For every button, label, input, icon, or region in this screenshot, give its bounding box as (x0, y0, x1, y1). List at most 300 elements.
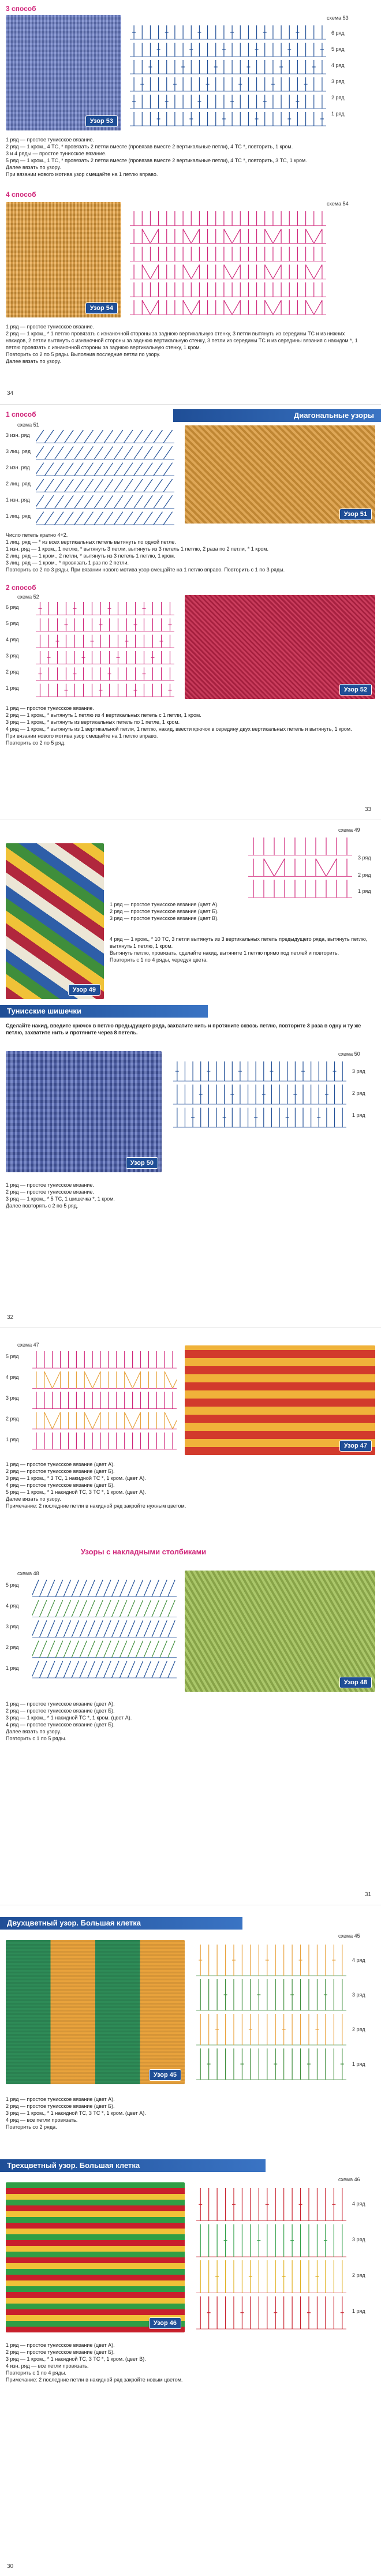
stitch-symbol (36, 446, 44, 459)
stitch-symbol (124, 495, 133, 508)
stitch-symbol (265, 229, 273, 244)
stitch-symbol (65, 463, 73, 476)
stitch-symbol (104, 1600, 111, 1617)
stitch-chart-svg (196, 2186, 346, 2330)
row-label: 5 ряд (6, 1354, 19, 1359)
stitch-symbol (232, 300, 240, 315)
swatch-label: Узор 53 (85, 115, 118, 127)
stitch-symbol (134, 479, 143, 492)
row-label: 3 ряд (358, 855, 371, 861)
stitch-symbol (124, 512, 133, 525)
row-label: 5 ряд (6, 1582, 19, 1588)
row-label: 1 лиц. ряд (6, 513, 31, 519)
row-label: 3 ряд (331, 78, 345, 84)
stitch-symbol (94, 479, 103, 492)
stitch-symbol (104, 446, 113, 459)
stitch-symbol (84, 512, 93, 525)
stitch-symbol (112, 1661, 119, 1678)
stitch-symbol (74, 430, 83, 443)
instructions: 1 ряд — простое тунисское вязание. 2 ряд — простое тунисское вязание. 3 ряд — 1 кром., * 5 ТС, 1 шишечка *, 1 кром. Далее повторять с 2 по 5 ряд. (6, 1182, 115, 1209)
stitch-chart (248, 835, 352, 899)
row-label: 2 лиц. ряд (6, 481, 31, 487)
stitch-symbol (74, 479, 83, 492)
stitch-symbol (65, 430, 73, 443)
stitch-symbol (84, 1412, 92, 1429)
stitch-symbol (163, 430, 172, 443)
stitch-symbol (55, 1661, 63, 1678)
stitch-symbol (44, 1412, 53, 1429)
stitch-symbol (65, 495, 73, 508)
stitch-symbol (40, 1620, 47, 1637)
swatch-label: Узор 49 (68, 984, 100, 996)
stitch-symbol (144, 1620, 151, 1637)
stitch-symbol (65, 446, 73, 459)
stitch-symbol (163, 512, 172, 525)
stitch-chart-svg (36, 428, 174, 526)
page-number: 33 (365, 806, 372, 813)
row-label: 2 ряд (6, 669, 19, 675)
stitch-symbol (40, 1641, 47, 1658)
stitch-symbol (44, 512, 53, 525)
page-number: 34 (7, 390, 14, 397)
stitch-symbol (114, 479, 122, 492)
stitch-symbol (152, 1580, 159, 1597)
stitch-chart-svg (36, 600, 174, 698)
row-label: 4 ряд (352, 2201, 365, 2207)
stitch-symbol (191, 300, 199, 315)
stitch-symbol (96, 1661, 103, 1678)
stitch-symbol (119, 1620, 127, 1637)
stitch-symbol (64, 1620, 70, 1637)
row-label: 1 ряд (6, 685, 19, 691)
stitch-symbol (112, 1620, 119, 1637)
stitch-symbol (125, 1412, 133, 1429)
stitch-symbol (80, 1661, 87, 1678)
row-label: 5 ряд (331, 46, 345, 52)
row-label: 1 ряд (6, 1437, 19, 1442)
stitch-symbol (144, 430, 152, 443)
stitch-symbol (104, 1580, 111, 1597)
stitch-symbol (44, 495, 53, 508)
stitch-symbol (152, 1661, 159, 1678)
stitch-symbol (224, 300, 232, 315)
stitch-symbol (104, 1641, 111, 1658)
stitch-symbol (273, 229, 281, 244)
stitch-symbol (80, 1580, 87, 1597)
stitch-symbol (96, 1600, 103, 1617)
stitch-symbol (224, 229, 232, 244)
stitch-symbol (168, 1580, 175, 1597)
stitch-symbol (47, 1641, 55, 1658)
swatch-photo (6, 15, 121, 130)
stitch-chart (32, 1577, 177, 1679)
scheme-caption: схема 46 (338, 2177, 360, 2182)
stitch-symbol (74, 446, 83, 459)
swatch-photo (185, 595, 375, 699)
stitch-symbol (165, 1371, 173, 1388)
row-label: 3 ряд (352, 2237, 365, 2242)
stitch-symbol (152, 1641, 159, 1658)
stitch-symbol (128, 1641, 135, 1658)
swatch-photo (6, 843, 104, 999)
stitch-symbol (191, 265, 199, 279)
stitch-symbol (72, 1620, 79, 1637)
method-title: 1 способ (6, 410, 36, 418)
stitch-symbol (88, 1620, 95, 1637)
stitch-symbol (84, 463, 93, 476)
row-label: 3 ряд (352, 1992, 365, 1998)
stitch-symbol (64, 1580, 70, 1597)
stitch-symbol (96, 1641, 103, 1658)
stitch-symbol (88, 1661, 95, 1678)
stitch-symbol (264, 859, 274, 877)
stitch-symbol (160, 1600, 167, 1617)
stitch-symbol (64, 1641, 70, 1658)
page-34 (0, 0, 381, 404)
row-label: 2 ряд (6, 1416, 19, 1422)
stitch-symbol (55, 512, 64, 525)
stitch-symbol (47, 1661, 55, 1678)
row-label: 1 изн. ряд (6, 497, 30, 503)
stitch-symbol (64, 1661, 70, 1678)
stitch-symbol (55, 495, 64, 508)
stitch-symbol (80, 1600, 87, 1617)
row-label: 3 ряд (352, 1068, 365, 1074)
stitch-symbol (152, 1600, 159, 1617)
stitch-chart (36, 600, 174, 698)
stitch-symbol (265, 265, 273, 279)
swatch-label: Узор 45 (149, 2069, 181, 2081)
page-30 (0, 1905, 381, 2576)
instructions: 4 ряд — 1 кром., * 10 ТС, 3 петли вытянуть из 3 вертикальных петель предыдущего ряда, вытянуть петлю, вытянуть 1 петлю, 1 кром. Вытянуть петлю, провязать, сделайте накид, вытяните 1 петлю прямо под петлей и повторить. Повторить с 1 по 4 ряды, чередуя цвета. (110, 936, 368, 963)
stitch-symbol (55, 1620, 63, 1637)
swatch-label: Узор 48 (339, 1677, 372, 1688)
row-label: 4 ряд (352, 1957, 365, 1963)
stitch-symbol (165, 1412, 173, 1429)
section-heading: Тунисские шишечки (0, 1005, 208, 1018)
stitch-symbol (114, 495, 122, 508)
page-number: 30 (7, 2563, 14, 2570)
stitch-symbol (32, 1641, 39, 1658)
stitch-symbol (136, 1620, 143, 1637)
stitch-chart-svg (32, 1577, 177, 1679)
scheme-caption: схема 51 (17, 422, 39, 428)
scheme-caption: схема 50 (338, 1051, 360, 1057)
stitch-symbol (154, 446, 162, 459)
stitch-symbol (84, 1371, 92, 1388)
stitch-symbol (74, 495, 83, 508)
row-label: 1 ряд (352, 2061, 365, 2067)
instructions: 1 ряд — простое тунисское вязание. 2 ряд — 1 кром., * 1 петлю провязать с изнаночной стороны за заднюю вертикальную стенку, 3 петли вытянуть из середины ТС и из нижних накидов, 2 петли вытянуть с изнаночной стороны за заднюю вертикальную стенку, 3 петли из середины ТС и из середины вязания с накидом *, 1 петлю провязать с изнаночной стороны за заднюю вертикальную стенку, 1 кром. Повторить со 2 по 5 ряды. Выполнив последние петли по узору. Далее вязать по узору. (6, 324, 358, 364)
stitch-symbol (144, 495, 152, 508)
stitch-symbol (55, 1600, 63, 1617)
instructions: 1 ряд — простое тунисское вязание (цвет А). 2 ряд — простое тунисское вязание (цвет Б). 3 ряд — 1 кром., * 3 ТС, 1 накидной ТС *, 1 кром. (цвет А). 4 ряд — простое тунисское вязание (цвет Б). 5 ряд — 1 кром., * 1 накидной ТС, 3 ТС *, 1 кром. (цвет А). Далее вязать по узору. Примечание: 2 последние петли в накидной ряд закройте нужным цветом. (6, 1461, 186, 1509)
stitch-symbol (314, 265, 322, 279)
page-number: 31 (365, 1891, 372, 1898)
stitch-symbol (53, 1412, 61, 1429)
stitch-symbol (142, 229, 150, 244)
stitch-symbol (163, 495, 172, 508)
stitch-symbol (84, 446, 93, 459)
row-label: 2 ряд (358, 872, 371, 878)
stitch-symbol (163, 479, 172, 492)
row-label: 3 лиц. ряд (6, 448, 31, 454)
swatch-photo (6, 1940, 185, 2084)
swatch-label: Узор 47 (339, 1440, 372, 1452)
stitch-symbol (40, 1580, 47, 1597)
stitch-symbol (55, 1580, 63, 1597)
stitch-symbol (65, 512, 73, 525)
stitch-symbol (124, 479, 133, 492)
row-label: 2 ряд (352, 2027, 365, 2032)
stitch-symbol (47, 1580, 55, 1597)
stitch-chart-svg (32, 1349, 177, 1450)
method-title: 4 способ (6, 190, 36, 199)
stitch-symbol (144, 446, 152, 459)
stitch-symbol (44, 479, 53, 492)
stitch-symbol (273, 300, 281, 315)
stitch-symbol (124, 446, 133, 459)
stitch-symbol (55, 446, 64, 459)
method-title: 3 способ (6, 5, 36, 13)
stitch-symbol (183, 300, 191, 315)
stitch-symbol (36, 463, 44, 476)
stitch-symbol (94, 495, 103, 508)
stitch-symbol (80, 1641, 87, 1658)
stitch-symbol (94, 430, 103, 443)
stitch-symbol (150, 300, 158, 315)
stitch-chart (36, 428, 174, 526)
swatch-label: Узор 46 (149, 2317, 181, 2329)
stitch-symbol (144, 1641, 151, 1658)
swatch-label: Узор 52 (339, 684, 372, 696)
stitch-symbol (173, 1371, 177, 1388)
stitch-symbol (265, 300, 273, 315)
swatch-photo (185, 1571, 375, 1692)
stitch-symbol (306, 300, 314, 315)
instructions: 1 ряд — простое тунисское вязание (цвет А). 2 ряд — простое тунисское вязание (цвет Б). 3 ряд — 1 кром., * 1 накидной ТС, 3 ТС *, 1 кром. (цвет В). 4 изн. ряд — все петли провязать. Повторить с 1 по 4 ряды. Примечание: 2 последние петли в накидной ряд закройте новым цветом. (6, 2342, 183, 2383)
stitch-symbol (128, 1620, 135, 1637)
scheme-caption: схема 47 (17, 1342, 39, 1348)
row-label: 4 ряд (6, 637, 19, 642)
row-label: 2 ряд (352, 2272, 365, 2278)
stitch-symbol (84, 430, 93, 443)
row-label: 3 ряд (6, 653, 19, 659)
stitch-symbol (160, 1580, 167, 1597)
stitch-symbol (128, 1580, 135, 1597)
row-label: 4 ряд (6, 1374, 19, 1380)
row-label: 4 ряд (6, 1603, 19, 1609)
stitch-chart-svg (173, 1059, 346, 1128)
stitch-symbol (84, 495, 93, 508)
stitch-chart (32, 1349, 177, 1450)
stitch-symbol (160, 1620, 167, 1637)
stitch-symbol (114, 463, 122, 476)
stitch-chart-svg (248, 835, 352, 899)
stitch-symbol (154, 495, 162, 508)
page-31 (0, 1328, 381, 1905)
stitch-symbol (44, 1371, 53, 1388)
stitch-symbol (160, 1641, 167, 1658)
stitch-symbol (88, 1600, 95, 1617)
stitch-symbol (224, 265, 232, 279)
stitch-symbol (96, 1620, 103, 1637)
stitch-symbol (104, 479, 113, 492)
stitch-symbol (53, 1371, 61, 1388)
stitch-symbol (74, 463, 83, 476)
page-32 (0, 820, 381, 1328)
stitch-symbol (44, 430, 53, 443)
stitch-symbol (74, 512, 83, 525)
stitch-symbol (44, 446, 53, 459)
stitch-symbol (142, 265, 150, 279)
stitch-symbol (191, 229, 199, 244)
scheme-caption: схема 54 (327, 201, 349, 207)
stitch-symbol (88, 1641, 95, 1658)
stitch-chart-svg (196, 1942, 346, 2081)
stitch-symbol (125, 1371, 133, 1388)
stitch-symbol (55, 463, 64, 476)
stitch-symbol (32, 1620, 39, 1637)
swatch-photo (6, 1051, 162, 1172)
stitch-symbol (55, 479, 64, 492)
stitch-symbol (40, 1661, 47, 1678)
stitch-symbol (104, 1620, 111, 1637)
stitch-symbol (32, 1661, 39, 1678)
stitch-symbol (128, 1600, 135, 1617)
stitch-symbol (55, 1641, 63, 1658)
stitch-symbol (144, 479, 152, 492)
stitch-symbol (47, 1620, 55, 1637)
stitch-symbol (326, 859, 337, 877)
instructions: Число петель кратно 4+2. 1 лиц. ряд — * из всех вертикальных петель вытянуть по одной петле. 1 изн. ряд — 1 кром., 1 петлю, * вытянуть 3 петли, вытянуть из 3 петель 1 петлю, 2 раза по 2 петли, * 1 кром. 2 лиц. ряд — 1 кром., 2 петли, * вытянуть из 3 петель 1 петлю, 1 кром. 3 лиц. ряд — 1 кром., * провязать 1 раз по 2 петли. Повторить со 2 по 3 ряды. При вязании нового мотива узор смещайте на 1 петлю вправо. Повторить с 1 по 3 ряды. (6, 532, 285, 573)
stitch-symbol (119, 1661, 127, 1678)
stitch-symbol (92, 1371, 100, 1388)
stitch-symbol (72, 1661, 79, 1678)
stitch-symbol (104, 495, 113, 508)
stitch-symbol (80, 1620, 87, 1637)
stitch-symbol (72, 1641, 79, 1658)
intro-text: Сделайте накид, введите крючок в петлю предыдущего ряда, захватите нить и протяните сквозь петлю, повторите 3 раза в одну и ту же петлю, захватите нить и протяните через 8 петель. (6, 1023, 361, 1035)
stitch-symbol (112, 1600, 119, 1617)
row-label: 1 ряд (6, 1665, 19, 1671)
stitch-symbol (119, 1600, 127, 1617)
stitch-symbol (144, 1580, 151, 1597)
stitch-symbol (104, 430, 113, 443)
stitch-symbol (163, 446, 172, 459)
stitch-symbol (173, 1412, 177, 1429)
stitch-symbol (134, 495, 143, 508)
scheme-caption: схема 52 (17, 594, 39, 600)
section-heading: Узоры с накладными столбиками (81, 1547, 207, 1556)
stitch-symbol (144, 512, 152, 525)
row-label: 4 ряд (331, 62, 345, 68)
stitch-symbol (168, 1661, 175, 1678)
stitch-symbol (32, 1600, 39, 1617)
stitch-chart-svg (130, 209, 326, 316)
stitch-symbol (232, 265, 240, 279)
stitch-symbol (168, 1600, 175, 1617)
stitch-symbol (183, 229, 191, 244)
stitch-symbol (150, 265, 158, 279)
stitch-chart (196, 1942, 346, 2081)
stitch-symbol (104, 463, 113, 476)
stitch-symbol (84, 479, 93, 492)
stitch-symbol (55, 430, 64, 443)
row-label: 2 ряд (6, 1644, 19, 1650)
stitch-symbol (124, 463, 133, 476)
stitch-symbol (134, 512, 143, 525)
page-33 (0, 404, 381, 820)
stitch-symbol (36, 495, 44, 508)
swatch-label: Узор 54 (85, 302, 118, 314)
row-label: 2 ряд (352, 1090, 365, 1096)
stitch-symbol (136, 1580, 143, 1597)
stitch-symbol (154, 512, 162, 525)
stitch-symbol (133, 1412, 141, 1429)
legend: 1 ряд — простое тунисское вязание (цвет А). 2 ряд — простое тунисское вязание (цвет Б). 3 ряд — простое тунисское вязание (цвет В). (110, 902, 219, 921)
section-heading: Диагональные узоры (173, 409, 381, 422)
row-label: 5 ряд (6, 620, 19, 626)
stitch-symbol (92, 1412, 100, 1429)
stitch-symbol (96, 1580, 103, 1597)
stitch-symbol (142, 300, 150, 315)
stitch-symbol (306, 265, 314, 279)
stitch-symbol (134, 446, 143, 459)
stitch-symbol (72, 1600, 79, 1617)
stitch-symbol (40, 1600, 47, 1617)
scheme-caption: схема 49 (338, 827, 360, 833)
stitch-symbol (44, 463, 53, 476)
stitch-symbol (94, 463, 103, 476)
stitch-symbol (134, 430, 143, 443)
stitch-symbol (119, 1641, 127, 1658)
stitch-symbol (314, 229, 322, 244)
section-heading: Трехцветный узор. Большая клетка (0, 2159, 266, 2172)
instructions: 1 ряд — простое тунисское вязание (цвет А). 2 ряд — простое тунисское вязание (цвет Б). 3 ряд — 1 кром., * 1 накидной ТС, 3 ТС *, 1 кром. (цвет А). 4 ряд — все петли провязать. Повторить со 2 ряда. (6, 2096, 146, 2130)
instructions: 1 ряд — простое тунисское вязание. 2 ряд — 1 кром., * вытянуть 1 петлю из 4 вертикальных петель с 1 петли, 1 кром. 3 ряд — 1 кром., * вытянуть из вертикальных петель по 1 петле, 1 кром. 4 ряд — 1 кром., * вытянуть из 1 вертикальной петли, 1 петлю, накид, ввести крючок в середину двух вертикальных петель и вытянуть, 1 кром. При вязании нового мотива узор смещайте на 1 петлю вправо. Повторить со 2 по 5 ряд. (6, 705, 352, 746)
row-label: 6 ряд (6, 604, 19, 610)
row-label: 2 ряд (331, 95, 345, 100)
row-label: 6 ряд (331, 30, 345, 36)
row-label: 3 ряд (6, 1395, 19, 1401)
swatch-label: Узор 50 (126, 1157, 158, 1169)
swatch-label: Узор 51 (339, 509, 372, 520)
stitch-symbol (114, 446, 122, 459)
stitch-symbol (104, 512, 113, 525)
stitch-symbol (160, 1661, 167, 1678)
stitch-symbol (150, 229, 158, 244)
stitch-symbol (183, 265, 191, 279)
method-title: 2 способ (6, 584, 36, 592)
stitch-symbol (168, 1620, 175, 1637)
row-label: 1 ряд (331, 111, 345, 117)
swatch-photo (6, 202, 121, 317)
row-label: 1 ряд (358, 888, 371, 894)
stitch-symbol (32, 1580, 39, 1597)
stitch-symbol (114, 512, 122, 525)
stitch-symbol (232, 229, 240, 244)
swatch-photo (6, 2182, 185, 2332)
stitch-symbol (36, 479, 44, 492)
stitch-symbol (128, 1661, 135, 1678)
row-label: 1 ряд (352, 1112, 365, 1118)
stitch-symbol (114, 430, 122, 443)
swatch-photo (185, 425, 375, 524)
stitch-symbol (154, 463, 162, 476)
stitch-symbol (134, 463, 143, 476)
stitch-symbol (36, 512, 44, 525)
